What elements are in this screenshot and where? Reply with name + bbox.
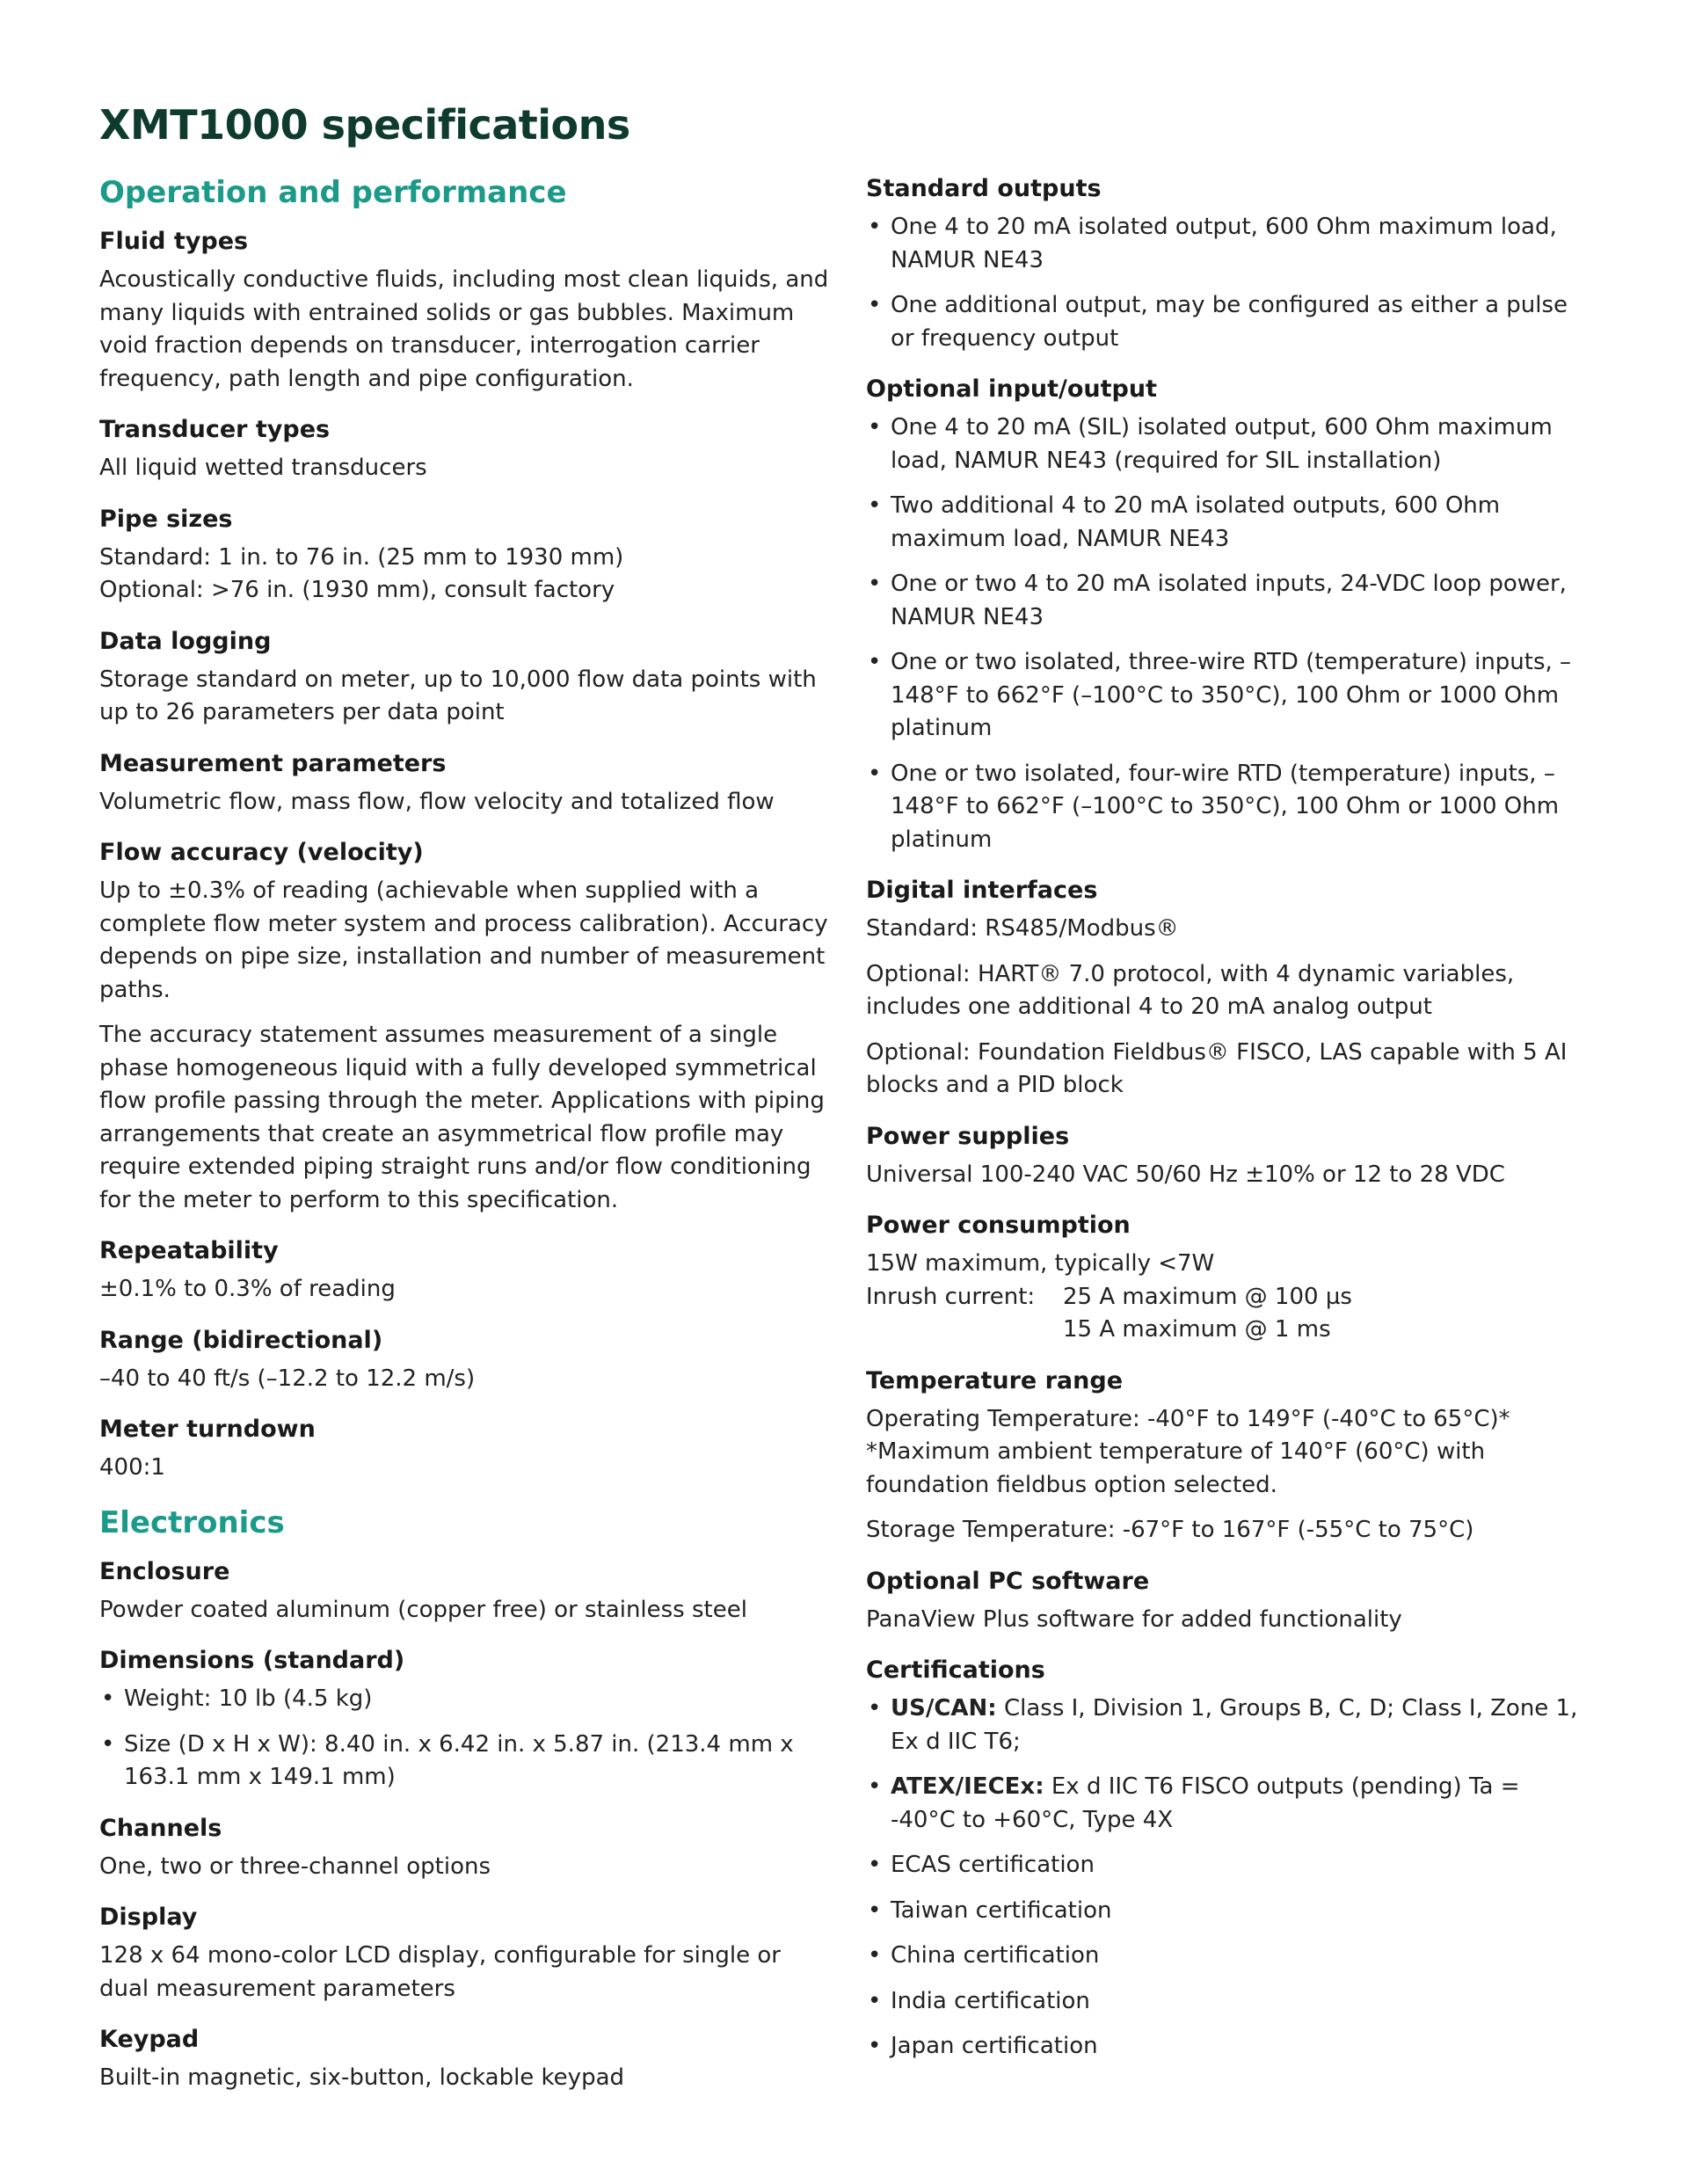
content-columns [99,172,1589,2113]
spec-heading: Meter turndown [99,1416,316,1443]
list-item [866,1985,1589,2019]
page-title: XMT1000 specifications [99,101,630,149]
spec-data-logging [99,625,829,730]
spec-dimensions [99,1644,829,1795]
spec-heading: Power consumption [866,1212,1131,1239]
bullet-list [866,211,1589,355]
cert-text: Class I, Division 1, Groups B, C, D; Class I, Zone 1, Ex d IIC T6; [891,1695,1578,1755]
inrush-current [866,1281,1589,1347]
bullet-icon: • [868,760,882,787]
spec-heading: Temperature range [866,1366,1124,1394]
list-item [99,1683,829,1716]
inrush-value: 15 A maximum @ 1 ms [1063,1316,1331,1343]
bullet-icon: • [868,1896,882,1924]
list-item-text: One additional output, may be configured as either a pulse or frequency output [891,292,1568,352]
list-item [866,568,1589,634]
spec-heading: Transducer types [99,416,331,443]
spec-text: Up to ±0.3% of reading (achievable when supplied with a complete flow meter system and process calibration). Accuracy depends on pipe size, installation and number of measurement paths. [99,877,828,1003]
spec-text: Powder coated aluminum (copper free) or stainless steel [99,1596,747,1623]
cert-text: Ex d IIC T6 FISCO outputs (pending) Ta = -40°C to +60°C, Type 4X [891,1773,1520,1833]
spec-heading: Data logging [99,627,272,655]
spec-heading: Standard outputs [866,175,1102,202]
spec-text: 15W maximum, typically <7W [866,1250,1215,1277]
bullet-icon: • [868,571,882,597]
list-item-text: Taiwan certification [891,1896,1112,1924]
list-item [866,1849,1589,1882]
list-item-text: One or two 4 to 20 mA isolated inputs, 24-VDC loop power, NAMUR NE43 [891,571,1567,630]
spec-text: Built-in magnetic, six-button, lockable keypad [99,2064,625,2091]
list-item [866,411,1589,477]
spec-meter-turndown [99,1413,829,1485]
bullet-icon: • [868,2033,882,2059]
spec-heading: Measurement parameters [99,749,447,777]
list-item [866,1895,1589,1928]
right-column [866,172,1589,2113]
list-item [866,1771,1589,1837]
list-item [866,646,1589,746]
spec-text: ±0.1% to 0.3% of reading [99,1276,396,1302]
spec-fluid-types [99,225,829,396]
bullet-icon: • [101,1730,115,1758]
spec-heading: Fluid types [99,228,249,255]
spec-heading: Optional PC software [866,1567,1150,1595]
spec-heading: Enclosure [99,1557,230,1585]
list-item [866,1693,1589,1758]
spec-text: One, two or three-channel options [99,1853,491,1880]
spec-standard-outputs [866,172,1589,355]
list-item-text: India certification [891,1987,1090,2014]
spec-certifications [866,1654,1589,2064]
spec-power-supplies [866,1120,1589,1192]
bullet-icon: • [868,414,882,440]
spec-heading: Certifications [866,1656,1045,1684]
spec-text: Optional: Foundation Fieldbus® FISCO, LAS capable with 5 AI blocks and a PID block [866,1038,1568,1098]
section-heading-operation: Operation and performance [99,175,567,210]
bullet-icon: • [101,1685,115,1712]
bullet-icon: • [868,492,882,519]
cert-label: US/CAN: [891,1695,997,1722]
spec-heading: Digital interfaces [866,877,1098,904]
spec-pipe-sizes [99,503,829,608]
spec-repeatability [99,1234,829,1307]
spec-text: –40 to 40 ft/s (–12.2 to 12.2 m/s) [99,1365,476,1392]
section-heading-electronics: Electronics [99,1504,285,1540]
bullet-icon: • [868,1773,882,1800]
spec-text: All liquid wetted transducers [99,455,427,481]
spec-heading: Channels [99,1814,222,1842]
spec-heading: Repeatability [99,1237,279,1264]
spec-flow-accuracy [99,836,829,1217]
left-column [99,172,829,2113]
bullet-list [866,411,1589,856]
spec-text: PanaView Plus software for added functionality [866,1605,1402,1633]
bullet-icon: • [868,214,882,240]
list-item [99,1729,829,1795]
list-item [866,289,1589,355]
list-item-text: Japan certification [891,2033,1098,2059]
list-item-text: One or two isolated, four-wire RTD (temperature) inputs, –148°F to 662°F (–100°C to 350°C), 100 Ohm or 1000 Ohm platinum [891,760,1560,853]
list-item [866,211,1589,277]
spec-heading: Range (bidirectional) [99,1326,383,1354]
spec-heading: Keypad [99,2026,200,2053]
spec-text: Optional: HART® 7.0 protocol, with 4 dynamic variables, includes one additional 4 to 20 mA analog output [866,960,1515,1020]
inrush-label: Inrush current: [866,1283,1036,1310]
spec-channels [99,1812,829,1884]
spec-enclosure [99,1555,829,1627]
spec-digital-interfaces [866,874,1589,1103]
spec-text: Optional: >76 in. (1930 mm), consult factory [99,577,615,603]
list-item [866,2030,1589,2064]
list-item [866,1940,1589,1973]
spec-text: Universal 100-240 VAC 50/60 Hz ±10% or 12 to 28 VDC [866,1161,1505,1188]
list-item [866,758,1589,857]
spec-optional-io [866,373,1589,856]
spec-range [99,1324,829,1396]
list-item-text: One 4 to 20 mA isolated output, 600 Ohm maximum load, NAMUR NE43 [891,214,1557,273]
spec-heading: Pipe sizes [99,505,233,533]
spec-heading: Dimensions (standard) [99,1647,405,1674]
spec-heading: Display [99,1904,198,1931]
list-item [866,490,1589,556]
bullet-icon: • [868,1942,882,1969]
spec-display [99,1901,829,2006]
spec-text: The accuracy statement assumes measurement of a single phase homogeneous liquid with a fully developed symmetrical flow profile passing through the meter. Applications with piping arrangements that create an asymmetrical flow profile may require extended piping straight runs and/or flow conditioning for the meter to perform to this specification. [99,1022,825,1213]
list-item-text: Two additional 4 to 20 mA isolated outputs, 600 Ohm maximum load, NAMUR NE43 [891,492,1501,552]
spec-text: Standard: 1 in. to 76 in. (25 mm to 1930 mm) [99,543,624,571]
spec-text: Volumetric flow, mass flow, flow velocity and totalized flow [99,788,775,815]
bullet-icon: • [868,1695,882,1722]
spec-text: 128 x 64 mono-color LCD display, configurable for single or dual measurement parameters [99,1942,781,2002]
bullet-icon: • [868,649,882,675]
cert-label: ATEX/IECEx: [891,1773,1044,1800]
spec-text: Operating Temperature: -40°F to 149°F (-40°C to 65°C)* *Maximum ambient temperature of 140°F (60°C) with foundation fieldbus option selected. [866,1405,1510,1498]
spec-text: Storage standard on meter, up to 10,000 flow data points with up to 26 parameters per data point [99,666,817,725]
spec-heading: Optional input/output [866,375,1158,403]
bullet-icon: • [868,1852,882,1878]
spec-text: 400:1 [99,1454,165,1481]
spec-measurement-parameters [99,747,829,819]
spec-pc-software [866,1565,1589,1637]
spec-keypad [99,2023,829,2095]
spec-power-consumption [866,1209,1589,1347]
bullet-icon: • [868,1987,882,2014]
list-item-text: Weight: 10 lb (4.5 kg) [124,1685,373,1712]
inrush-values [1063,1281,1352,1347]
list-item-text: One or two isolated, three-wire RTD (temperature) inputs, –148°F to 662°F (–100°C to 350°C), 100 Ohm or 1000 Ohm platinum [891,649,1572,741]
bullet-icon: • [868,292,882,318]
spec-transducer-types [99,413,829,485]
list-item-text: ECAS certification [891,1852,1095,1878]
spec-text: Acoustically conductive fluids, including most clean liquids, and many liquids with entrained solids or gas bubbles. Maximum void fraction depends on transducer, interrogation carrier frequency, path length and pipe configuration. [99,266,829,392]
spec-temperature-range [866,1365,1589,1547]
bullet-list [99,1683,829,1795]
list-item-text: One 4 to 20 mA (SIL) isolated output, 600 Ohm maximum load, NAMUR NE43 (required for SIL installation) [891,414,1553,474]
inrush-value: 25 A maximum @ 100 µs [1063,1283,1352,1310]
list-item-text: China certification [891,1942,1100,1969]
spec-heading: Flow accuracy (velocity) [99,839,424,866]
list-item-text: Size (D x H x W): 8.40 in. x 6.42 in. x 5.87 in. (213.4 mm x 163.1 mm x 149.1 mm) [124,1730,794,1790]
spec-text: Storage Temperature: -67°F to 167°F (-55°C to 75°C) [866,1517,1474,1543]
bullet-list [866,1693,1589,2064]
spec-heading: Power supplies [866,1122,1070,1150]
spec-text: Standard: RS485/Modbus® [866,915,1179,942]
